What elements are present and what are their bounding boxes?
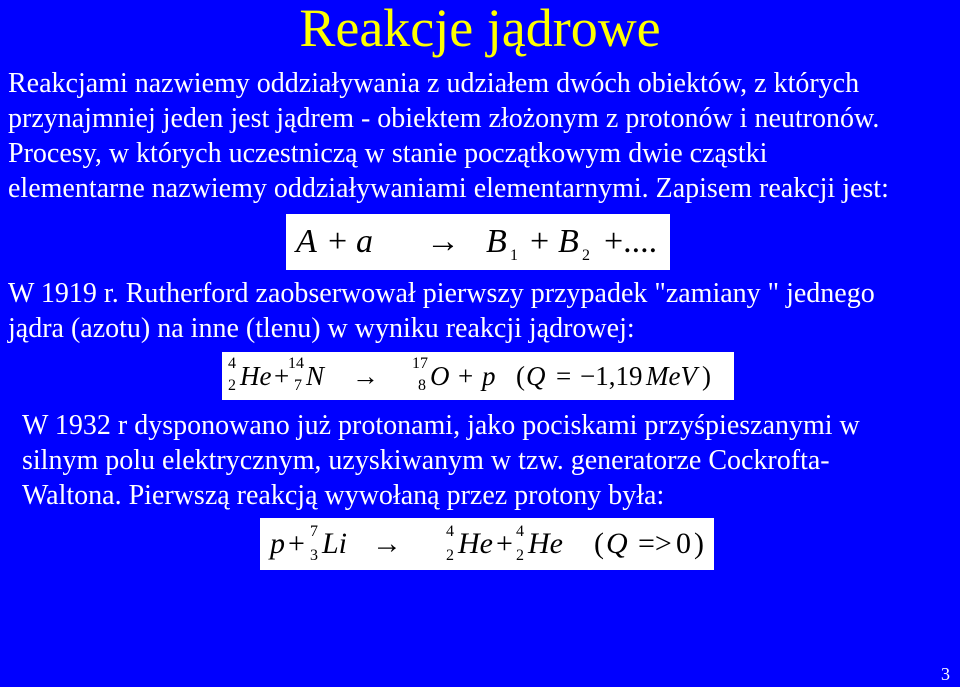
eq-plus: +: [274, 361, 290, 391]
eq-relation: =>: [638, 527, 672, 560]
eq-symbol: A: [296, 223, 317, 260]
eq-symbol: B: [558, 223, 579, 260]
intro-line: przynajmniej jeden jest jądrem - obiektem złożonym z protonów i neutronów.: [8, 103, 880, 134]
intro-paragraph: [8, 66, 889, 206]
eq-value: −1,19: [580, 361, 643, 391]
eq-paren: ): [702, 361, 711, 391]
eq-plus: +: [458, 361, 474, 391]
atomic-number: 2: [516, 547, 524, 564]
eq-value: 0: [676, 527, 691, 560]
eq-arrow: →: [352, 361, 379, 391]
eq-symbol: N: [306, 361, 325, 391]
mass-number: 4: [446, 523, 454, 540]
atomic-number: 3: [310, 547, 318, 564]
equation-general-reaction: [286, 214, 670, 270]
atomic-number: 2: [446, 547, 454, 564]
eq-unit: MeV: [646, 361, 697, 391]
page-number: 3: [941, 664, 950, 684]
eq-tail: +....: [604, 223, 658, 260]
eq-symbol: He: [528, 527, 563, 560]
intro-line: Reakcjami nazwiemy oddziaływania z udziałem dwóch obiektów, z których: [8, 68, 860, 99]
cockroft-line: W 1932 r dysponowano już protonami, jako pociskami przyśpieszanymi w: [22, 410, 860, 441]
eq-symbol: a: [356, 223, 373, 260]
eq-symbol: Li: [322, 527, 348, 560]
slide-title: Reakcje jądrowe: [299, 0, 661, 58]
eq-subscript: 2: [582, 247, 590, 264]
intro-line: elementarne nazwiemy oddziaływaniami elementarnymi. Zapisem reakcji jest:: [8, 173, 889, 204]
eq-subscript: 1: [510, 247, 518, 264]
eq-symbol: B: [486, 223, 507, 260]
rutherford-line: jądra (azotu) na inne (tlenu) w wyniku reakcji jądrowej:: [8, 313, 635, 344]
eq-plus: +: [530, 223, 550, 260]
equation-cockroft: [260, 518, 714, 570]
eq-paren: (: [594, 527, 604, 560]
rutherford-paragraph: [8, 276, 875, 346]
eq-symbol: He: [240, 361, 272, 391]
cockroft-line: silnym polu elektrycznym, uzyskiwanym w tzw. generatorze Cockrofta-: [22, 445, 830, 476]
eq-arrow: →: [426, 223, 460, 260]
cockroft-paragraph: [22, 408, 860, 513]
eq-paren: ): [694, 527, 704, 560]
atomic-number: 2: [228, 377, 236, 394]
atomic-number: 8: [418, 377, 426, 394]
mass-number: 4: [516, 523, 524, 540]
eq-paren: (: [516, 361, 525, 391]
eq-symbol: Q: [606, 527, 628, 560]
mass-number: 7: [310, 523, 318, 540]
eq-equals: =: [556, 361, 572, 391]
intro-line: Procesy, w których uczestniczą w stanie początkowym dwie cząstki: [8, 138, 768, 169]
eq-symbol: p: [482, 361, 496, 391]
eq-symbol: He: [458, 527, 493, 560]
atomic-number: 7: [294, 377, 302, 394]
cockroft-line: Waltona. Pierwszą reakcją wywołaną przez protony była:: [22, 480, 665, 511]
eq-plus: +: [288, 527, 305, 560]
mass-number: 17: [412, 355, 428, 372]
eq-plus: +: [328, 223, 348, 260]
eq-symbol: O: [430, 361, 450, 391]
eq-arrow: →: [372, 527, 402, 560]
equation-rutherford: [222, 352, 734, 400]
mass-number: 4: [228, 355, 236, 372]
rutherford-line: W 1919 r. Rutherford zaobserwował pierwszy przypadek "zamiany " jednego: [8, 278, 875, 309]
eq-symbol: p: [270, 527, 285, 560]
eq-plus: +: [496, 527, 513, 560]
mass-number: 14: [288, 355, 304, 372]
eq-symbol: Q: [526, 361, 546, 391]
